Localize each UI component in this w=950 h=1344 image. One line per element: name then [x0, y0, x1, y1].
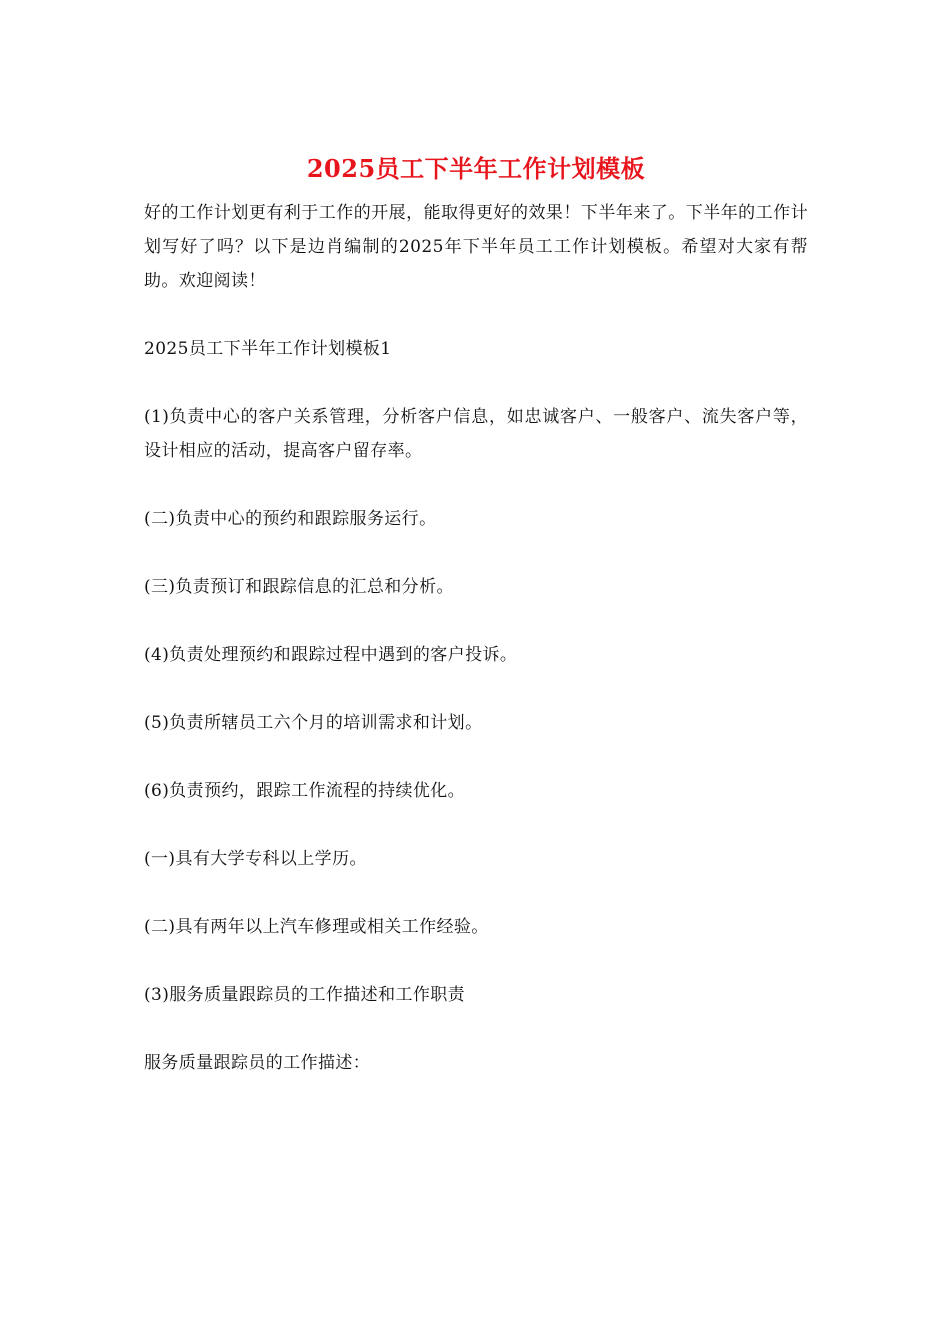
document-content	[144, 150, 808, 1080]
paragraph-9: (3)服务质量跟踪员的工作描述和工作职责	[144, 985, 466, 1005]
section-heading: 2025员工下半年工作计划模板1	[144, 339, 392, 359]
paragraph-2: (二)负责中心的预约和跟踪服务运行。	[144, 509, 437, 529]
paragraph-3: (三)负责预订和跟踪信息的汇总和分析。	[144, 577, 454, 597]
paragraph-10: 服务质量跟踪员的工作描述：	[144, 1053, 371, 1073]
document-title: 2025员工下半年工作计划模板	[306, 154, 646, 183]
paragraph-5: (5)负责所辖员工六个月的培训需求和计划。	[144, 713, 483, 733]
paragraph-8: (二)具有两年以上汽车修理或相关工作经验。	[144, 917, 489, 937]
paragraph-1: (1)负责中心的客户关系管理，分析客户信息，如忠诚客户、一般客户、流失客户等，设计相应的活动，提高客户留存率。	[144, 407, 808, 461]
paragraph-7: (一)具有大学专科以上学历。	[144, 849, 367, 869]
intro-paragraph: 好的工作计划更有利于工作的开展，能取得更好的效果！下半年来了。下半年的工作计划写好了吗？以下是边肖编制的2025年下半年员工工作计划模板。希望对大家有帮助。欢迎阅读！	[144, 203, 808, 291]
paragraph-6: (6)负责预约，跟踪工作流程的持续优化。	[144, 781, 466, 801]
paragraph-4: (4)负责处理预约和跟踪过程中遇到的客户投诉。	[144, 645, 518, 665]
